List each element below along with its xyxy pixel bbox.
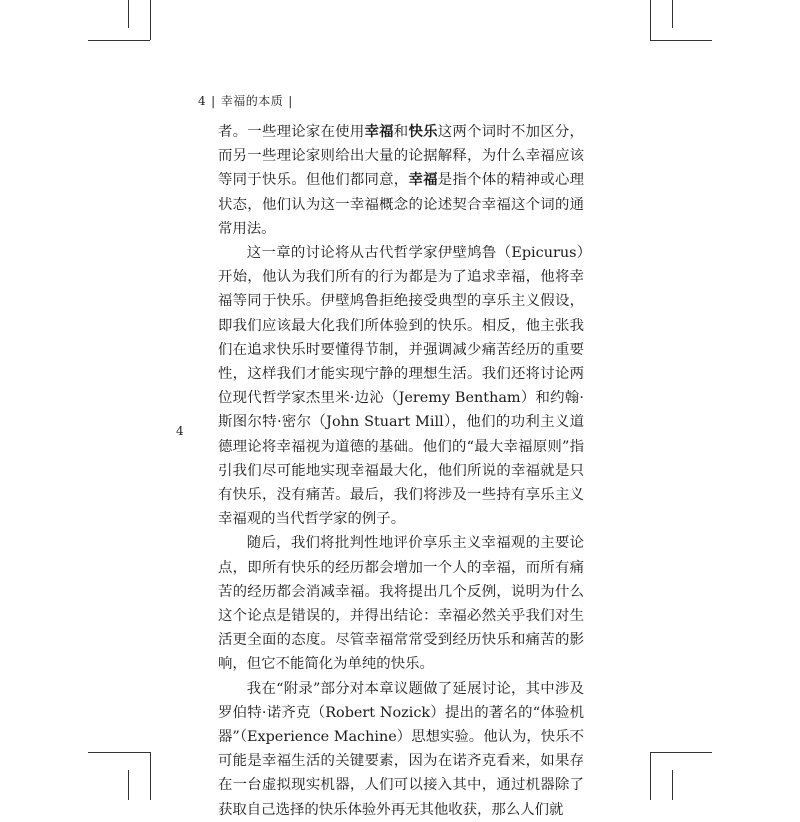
term-pleasure: 快乐 (408, 124, 438, 140)
crop-mark-top-right-horizontal (650, 40, 712, 41)
p1-seg-6: 是指个体的精神或心理状态，他们认为这一幸福概念的论述契合幸福这个词的通常用法。 (218, 172, 584, 237)
term-happiness: 幸福 (364, 124, 394, 140)
paragraph-3: 随后，我们将批判性地评价享乐主义幸福观的主要论点，即所有快乐的经历都会增加一个人的幸福，而所有痛苦的经历都会消减幸福。我将提出几个反例，说明为什么这个论点是错误的，并得出结论：幸福必然关乎我们对生活更全面的态度。尽管幸福常常受到经历快乐和痛苦的影响，但它不能简化为单纯的快乐。 (218, 535, 584, 673)
term-happiness-2: 幸福 (408, 172, 438, 189)
crop-mark-top-right-inner (672, 0, 673, 28)
p1-seg-0: 者。一些理论家在使用 (218, 124, 365, 140)
crop-mark-top-left-horizontal (88, 40, 150, 41)
header-book-title: 幸福的本质 (220, 94, 284, 108)
running-head (198, 92, 298, 109)
paragraph-2: 这一章的讨论将从古代哲学家伊壁鸠鲁（Epicurus）开始，他认为我们所有的行为都是为了追求幸福，他将幸福等同于快乐。伊壁鸠鲁拒绝接受典型的享乐主义假设，即我们应该最大化我们所体验到的快乐。相反，他主张我们在追求快乐时要懂得节制，并强调减少痛苦经历的重要性，这样我们才能实现宁静的理想生活。我们还将讨论两位现代哲学家杰里米·边沁（Jeremy Bentham）和约翰·斯图尔特·密尔（John Stuart Mill），他们的功利主义道德理论将幸福视为道德的基础。他们的“最大幸福原则”指引我们尽可能地实现幸福最大化，他们所说的幸福就是只有快乐，没有痛苦。最后，我们将涉及一些持有享乐主义幸福观的当代哲学家的例子。 (218, 245, 584, 528)
header-separator: | (211, 94, 216, 108)
crop-mark-top-left-vertical (150, 0, 151, 40)
crop-mark-bottom-left-vertical (150, 752, 151, 800)
header-page-number: 4 (198, 94, 207, 108)
crop-mark-bottom-right-horizontal (650, 752, 712, 753)
p1-seg-2: 和 (393, 124, 409, 140)
header-end-separator: | (288, 94, 293, 108)
crop-mark-top-left-inner (128, 0, 129, 28)
paragraph-1 (218, 120, 584, 241)
crop-mark-bottom-right-vertical (650, 752, 651, 800)
crop-mark-top-right-vertical (650, 0, 651, 40)
margin-page-number: 4 (176, 424, 184, 438)
crop-mark-bottom-left-horizontal (88, 752, 150, 753)
paragraph-4: 我在“附录”部分对本章议题做了延展讨论，其中涉及罗伯特·诺齐克（Robert Nozick）提出的著名的“体验机器”（Experience Machine）思想实验。他认为，快乐不可能是幸福生活的关键要素，因为在诺齐克看来，如果存在一台虚拟现实机器，人们可以接入其中，通过机器除了获取自己选择的快乐体验外再无其他收获，那么人们就 (218, 680, 584, 818)
crop-mark-bottom-right-inner (672, 770, 673, 800)
crop-mark-bottom-left-inner (128, 770, 129, 800)
p1-seg-4: 这两个词时不加区分，而另一些理论家则给出大量的论据解释，为什么幸福应该等同于快乐。但他们都同意， (218, 124, 584, 189)
body-text (218, 120, 584, 822)
